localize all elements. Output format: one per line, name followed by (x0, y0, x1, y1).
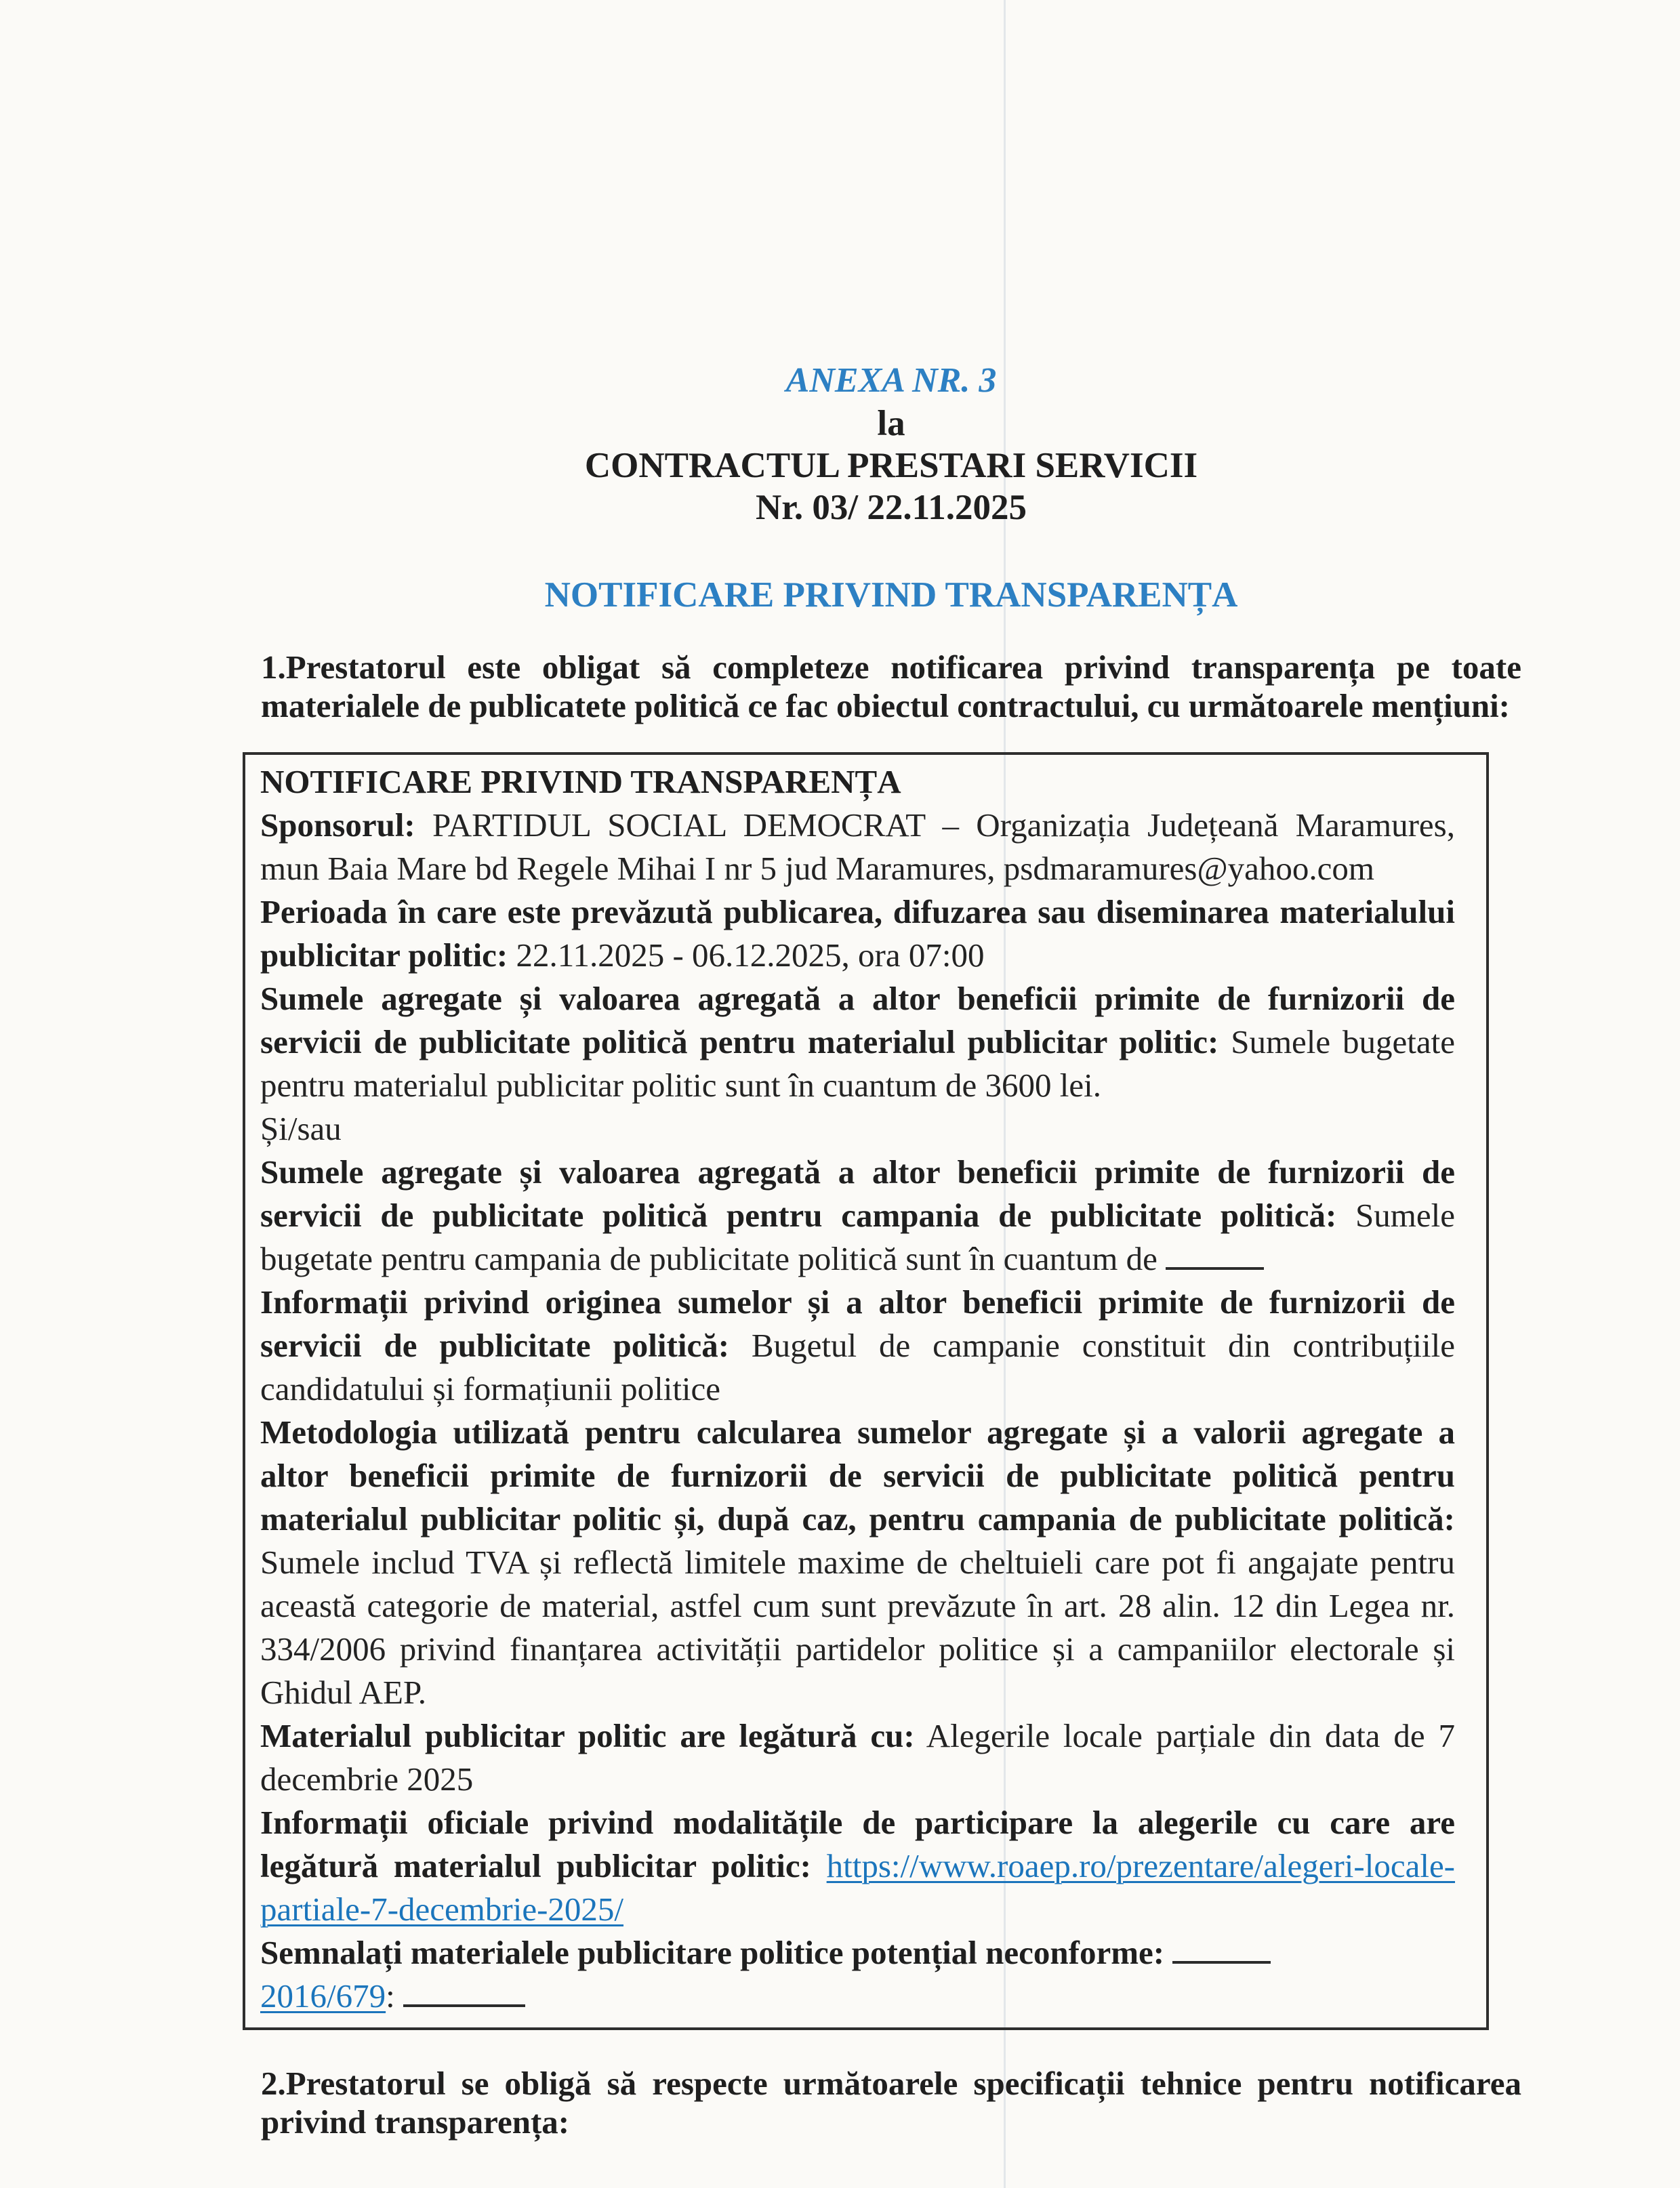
field-label: Sponsorul: (260, 806, 415, 844)
field-value: Sumele bugetate pentru materialul publicitar politic sunt în cuantum de 3600 lei. (260, 1023, 1455, 1104)
paragraph-obligation-2: 2.Prestatorul se obligă să respecte următoarele specificații tehnice pentru notificarea privind transparența: (261, 2065, 1521, 2141)
contract-title: CONTRACTUL PRESTARI SERVICII (584, 446, 1198, 485)
field-text: Și/sau (260, 1110, 342, 1147)
field-label: Informații oficiale privind modalitățile de participare la alegerile cu care are legătură materialul publicitar politic: (260, 1804, 1455, 1884)
field-value: Sumele bugetate pentru campania de publicitate politică sunt în cuantum de (260, 1197, 1456, 1277)
field-label: Metodologia utilizată pentru calcularea sumelor agregate și a valorii agregate a altor beneficii primite de furnizorii de servicii de publicitate politică pentru materialul publicitar politic și, după caz, pentru campania de publicitate politică: (260, 1413, 1455, 1537)
annex-title: ANEXA NR. 3 (785, 361, 997, 400)
blank-underline (1172, 1934, 1271, 1964)
field-and-or (260, 1107, 1455, 1151)
field-methodology (260, 1411, 1455, 1714)
blank-underline (403, 1977, 525, 2007)
field-official-info (260, 1801, 1455, 1931)
field-label: Semnalați materialele publicitare politice potențial neconforme: (260, 1934, 1165, 1971)
field-value: PARTIDUL SOCIAL DEMOCRAT – Organizația Județeană Maramures, mun Baia Mare bd Regele Mihai I nr 5 jud Maramures, psdmaramures@yahoo.com (260, 806, 1455, 887)
field-label: Perioada în care este prevăzută publicarea, difuzarea sau diseminarea materialului publicitar politic: (260, 893, 1455, 974)
field-sponsor (260, 804, 1455, 890)
field-aggregate-sums-material (260, 977, 1455, 1107)
gdpr-2016-679-link[interactable]: 2016/679 (260, 1977, 386, 2015)
field-value: 22.11.2025 - 06.12.2025, ora 07:00 (516, 936, 985, 974)
roaep-election-link[interactable]: https://www.roaep.ro/prezentare/alegeri-locale-partiale-7-decembrie-2025/ (260, 1847, 1456, 1928)
field-report-nonconforming (260, 1931, 1455, 1975)
notice-heading: NOTIFICARE PRIVIND TRANSPARENȚA (544, 575, 1238, 615)
field-label: Sumele agregate și valoarea agregată a altor beneficii primite de furnizorii de servicii de publicitate politică pentru materialul publicitar politic: (260, 980, 1455, 1060)
paragraph-obligation-1: 1.Prestatorul este obligat să completeze notificarea privind transparența pe toate materialele de publicatete politică ce fac obiectul contractului, cu următoarele mențiuni: (261, 648, 1521, 724)
field-related-election (260, 1714, 1455, 1801)
field-value: Sumele includ TVA și reflectă limitele maxime de cheltuieli care pot fi angajate pentru această categorie de material, astfel cum sunt prevăzute în art. 28 alin. 12 din Legea nr. 334/2006 privind finanțarea activității partidelor politice și a campaniilor electorale și Ghidul AEP. (260, 1544, 1455, 1711)
field-aggregate-sums-campaign (260, 1151, 1455, 1281)
document-content (261, 0, 1521, 2141)
notice-box-title: NOTIFICARE PRIVIND TRANSPARENȚA (260, 763, 901, 800)
field-value: Bugetul de campanie constituit din contribuțiile candidatului și formațiunii politice (260, 1327, 1455, 1407)
field-value: Alegerile locale parțiale din data de 7 decembrie 2025 (260, 1717, 1455, 1798)
field-origin-of-sums (260, 1281, 1455, 1411)
field-suffix: : (386, 1977, 395, 2015)
annex-connector: la (877, 404, 905, 443)
blank-underline (1166, 1240, 1264, 1270)
field-label: Informații privind originea sumelor și a altor beneficii primite de furnizorii de servicii de publicitate politică: (260, 1283, 1455, 1364)
field-label: Sumele agregate și valoarea agregată a altor beneficii primite de furnizorii de servicii de publicitate politică pentru campania de publicitate politică: (260, 1153, 1455, 1234)
field-gdpr-regulation (260, 1975, 1455, 2018)
contract-number: Nr. 03/ 22.11.2025 (756, 488, 1027, 527)
transparency-notice-box (243, 752, 1489, 2030)
field-label: Materialul publicitar politic are legătură cu: (260, 1717, 915, 1754)
field-period (260, 890, 1455, 977)
